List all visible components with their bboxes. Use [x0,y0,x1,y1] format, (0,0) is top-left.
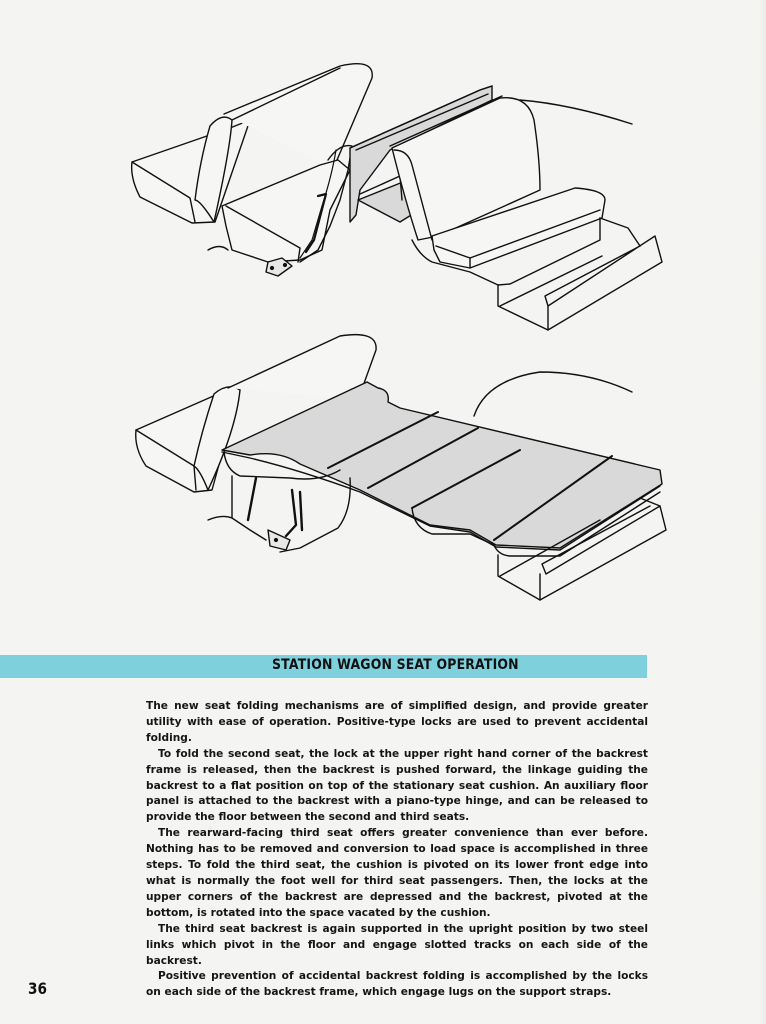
paragraph-third-seat: The rearward-facing third seat offers greater convenience than ever before. Nothing has to be removed and conversion to load space is accomplished in three steps. To fold the third seat, the cushion is pivoted on its lower front edge into what is normally the foot well for third seat passengers. Then, the locks at the upper corners of the backrest are depressed and the backrest, pivoted at the bottom, is rotated into the space vacated by the cushion. [146,827,648,919]
page-number: 36 [28,979,47,998]
section-title: STATION WAGON SEAT OPERATION [272,657,519,673]
paragraph-second-seat: To fold the second seat, the lock at the upper right hand corner of the backrest frame is released, then the backrest is pushed forward, the linkage guiding the backrest to a flat position on top of the stationary seat cushion. An auxiliary floor panel is attached to the backrest with a piano-type hinge, and can be released to provide the floor between the second and third seats. [146,747,648,824]
section-title-band [0,655,647,678]
paragraph-intro: The new seat folding mechanisms are of simplified design, and provide greater utility with ease of operation. Positive-type locks are used to prevent accidental folding. [146,700,648,744]
illustration-bottom-flat-floor [136,335,666,600]
body-text [146,699,648,1001]
paragraph-steel-links: The third seat backrest is again supported in the upright position by two steel links which pivot in the floor and engage slotted tracks on each side of the backrest. [146,922,648,967]
paragraph-locks: Positive prevention of accidental backrest folding is accomplished by the locks on each side of the backrest frame, which engage lugs on the support straps. [146,970,648,999]
illustration-top-upright [132,64,662,330]
